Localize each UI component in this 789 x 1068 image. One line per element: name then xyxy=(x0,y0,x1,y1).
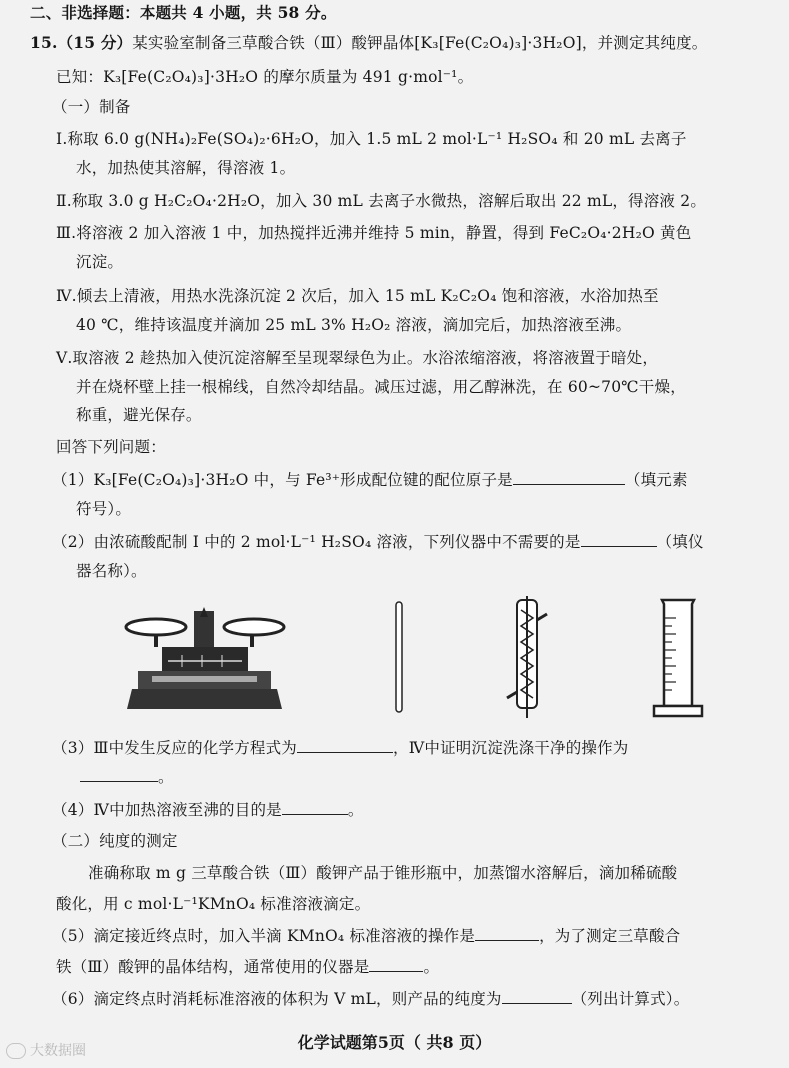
q1-continuation: 符号）。 xyxy=(76,500,132,518)
graduated-cylinder-image xyxy=(650,596,706,721)
answer-blank xyxy=(282,799,348,815)
q3-text: （3）Ⅲ中发生反应的化学方程式为 xyxy=(52,739,298,757)
step-3-line1: Ⅲ.将溶液 2 加入溶液 1 中，加热搅拌近沸并维持 5 min，静置，得到 FeC₂O₄·2H₂O 黄色 xyxy=(56,224,692,242)
watermark-text: 大数据圈 xyxy=(30,1043,86,1059)
q3-text-tail: ，Ⅳ中证明沉淀洗涤干净的操作为 xyxy=(393,739,629,757)
q5-end: 。 xyxy=(423,958,440,976)
condenser-image xyxy=(505,596,551,718)
question-number: 15.（15 分） xyxy=(30,33,133,52)
step-2-line1: Ⅱ.称取 3.0 g H₂C₂O₄·2H₂O，加入 30 mL 去离子水微热，溶解后取出 22 mL，得溶液 2。 xyxy=(56,192,707,210)
q5-text-tail: ，为了测定三草酸合 xyxy=(539,927,681,945)
watermark xyxy=(6,1040,86,1060)
q4-text: （4）Ⅳ中加热溶液至沸的目的是 xyxy=(52,801,282,819)
answer-blank xyxy=(581,531,657,547)
step-4-line2: 40 ℃，维持该温度并滴加 25 mL 3% H₂O₂ 溶液，滴加完后，加热溶液至沸。 xyxy=(76,316,632,334)
q4-end: 。 xyxy=(347,801,364,819)
q5-continuation xyxy=(56,956,781,978)
q6-text-tail: （列出计算式）。 xyxy=(571,990,690,1008)
q1-text: （1）K₃[Fe(C₂O₄)₃]·3H₂O 中，与 Fe³⁺形成配位键的配位原子是 xyxy=(52,471,513,489)
step-5-line2: 并在烧杯壁上挂一根棉线，自然冷却结晶。减压过滤，用乙醇淋洗，在 60~70℃干燥， xyxy=(76,378,686,396)
q5-text: （5）滴定接近终点时，加入半滴 KMnO₄ 标准溶液的操作是 xyxy=(52,927,476,945)
part1-title: （一）制备 xyxy=(52,98,131,116)
glass-rod-image xyxy=(391,600,407,715)
part2-title: （二）纯度的测定 xyxy=(52,832,178,850)
answer-blank xyxy=(513,469,625,485)
answer-prompt: 回答下列问题： xyxy=(56,438,166,456)
watermark-icon xyxy=(6,1043,26,1059)
section-heading: 二、非选择题：本题共 4 小题，共 58 分。 xyxy=(30,3,337,22)
q2-text: （2）由浓硫酸配制 Ⅰ 中的 2 mol·L⁻¹ H₂SO₄ 溶液，下列仪器中不需要的是 xyxy=(52,533,581,551)
answer-blank xyxy=(369,956,423,972)
step-5-line3: 称重，避光保存。 xyxy=(76,406,202,424)
question-2 xyxy=(52,531,781,553)
question-3 xyxy=(52,737,781,759)
measure-line2: 酸化，用 c mol·L⁻¹KMnO₄ 标准溶液滴定。 xyxy=(56,895,371,913)
page-footer: 化学试题第5页（ 共8 页） xyxy=(297,1033,492,1052)
step-5-line1: Ⅴ.取溶液 2 趁热加入使沉淀溶解至呈现翠绿色为止。水浴浓缩溶液，将溶液置于暗处， xyxy=(56,349,659,367)
answer-blank xyxy=(502,988,572,1004)
q3-continuation xyxy=(80,766,781,788)
question-6 xyxy=(52,988,781,1010)
measure-line1: 准确称取 m g 三草酸合铁（Ⅲ）酸钾产品于锥形瓶中，加蒸馏水溶解后，滴加稀硫酸 xyxy=(88,864,678,882)
step-3-line2: 沉淀。 xyxy=(76,253,124,271)
question-15-intro xyxy=(30,32,781,54)
step-1-line2: 水，加热使其溶解，得溶液 1。 xyxy=(76,159,296,177)
question-4 xyxy=(52,799,781,821)
step-1-line1: Ⅰ.称取 6.0 g(NH₄)₂Fe(SO₄)₂·6H₂O，加入 1.5 mL 2 mol·L⁻¹ H₂SO₄ 和 20 mL 去离子 xyxy=(56,130,687,148)
intro-text: 某实验室制备三草酸合铁（Ⅲ）酸钾晶体[K₃[Fe(C₂O₄)₃]·3H₂O]，并测定其纯度。 xyxy=(132,34,708,52)
q1-text-tail: （填元素 xyxy=(624,471,688,489)
known-info: 已知：K₃[Fe(C₂O₄)₃]·3H₂O 的摩尔质量为 491 g·mol⁻¹。 xyxy=(56,68,474,86)
q2-text-tail: （填仪 xyxy=(656,533,704,551)
q2-continuation: 器名称）。 xyxy=(76,562,147,580)
balance-scale-image xyxy=(122,603,287,713)
answer-blank xyxy=(297,737,393,753)
question-5 xyxy=(52,925,781,947)
q5-text-2: 铁（Ⅲ）酸钾的晶体结构，通常使用的仪器是 xyxy=(56,958,370,976)
q6-text: （6）滴定终点时消耗标准溶液的体积为 V mL，则产品的纯度为 xyxy=(52,990,502,1008)
q3-end: 。 xyxy=(158,768,174,786)
step-4-line1: Ⅳ.倾去上清液，用热水洗涤沉淀 2 次后，加入 15 mL K₂C₂O₄ 饱和溶液，水浴加热至 xyxy=(56,287,659,305)
answer-blank xyxy=(475,925,539,941)
question-1 xyxy=(52,469,781,491)
answer-blank xyxy=(80,766,158,782)
